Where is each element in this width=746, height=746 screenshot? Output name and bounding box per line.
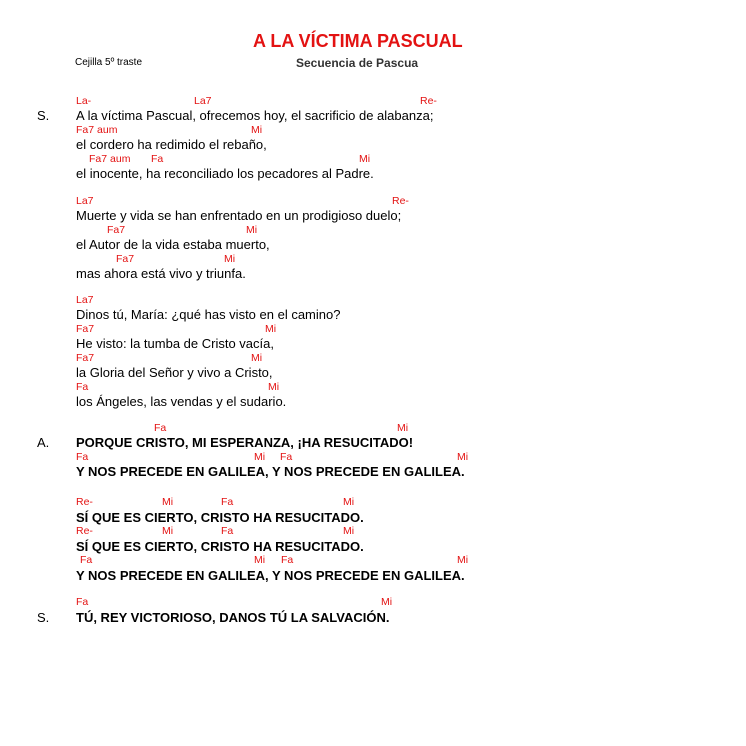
lyric-line: Y NOS PRECEDE EN GALILEA, Y NOS PRECEDE EN GALILEA. [76, 464, 465, 479]
chord: Mi [268, 381, 280, 393]
section-marker: A. [37, 435, 50, 450]
chord: Fa [221, 496, 234, 508]
page-title: A LA VÍCTIMA PASCUAL [253, 31, 463, 51]
chord: Mi [162, 525, 174, 537]
chord: La7 [76, 195, 94, 207]
lyric-line: la Gloria del Señor y vivo a Cristo, [76, 365, 273, 380]
chord: Mi [251, 352, 263, 364]
lyric-line: A la víctima Pascual, ofrecemos hoy, el sacrificio de alabanza; [76, 108, 434, 123]
chord: Fa7 [76, 323, 95, 335]
lyric-line: Y NOS PRECEDE EN GALILEA, Y NOS PRECEDE EN GALILEA. [76, 568, 465, 583]
chord: Mi [343, 496, 355, 508]
chord: Mi [224, 253, 236, 265]
chord: La7 [76, 294, 94, 306]
chord: Fa [281, 554, 294, 566]
lyric-line: Dinos tú, María: ¿qué has visto en el camino? [76, 307, 341, 322]
lyric-line: Muerte y vida se han enfrentado en un prodigioso duelo; [76, 208, 402, 223]
chord: Fa [151, 153, 164, 165]
chord: Fa [76, 381, 89, 393]
lyric-line: los Ángeles, las vendas y el sudario. [76, 394, 287, 409]
chord: Fa [76, 596, 89, 608]
chord: Mi [246, 224, 258, 236]
chord: Fa [154, 422, 167, 434]
lyric-line: el inocente, ha reconciliado los pecadores al Padre. [76, 166, 374, 181]
chord: Mi [251, 124, 263, 136]
lyric-line: He visto: la tumba de Cristo vacía, [76, 336, 274, 351]
chord: Mi [457, 554, 469, 566]
lyric-line: PORQUE CRISTO, MI ESPERANZA, ¡HA RESUCITADO! [76, 435, 414, 450]
lyric-line: SÍ QUE ES CIERTO, CRISTO HA RESUCITADO. [76, 510, 364, 525]
chord: La- [76, 95, 92, 107]
chord: Mi [254, 554, 266, 566]
chord: Mi [397, 422, 409, 434]
chord: Fa [221, 525, 234, 537]
chord: Fa7 [116, 253, 135, 265]
chord: Fa7 [76, 352, 95, 364]
chord: La7 [194, 95, 212, 107]
chord: Fa [280, 451, 293, 463]
chord: Mi [162, 496, 174, 508]
chord: Mi [457, 451, 469, 463]
lyric-line: el Autor de la vida estaba muerto, [76, 237, 270, 252]
capo-note: Cejilla 5º traste [75, 57, 143, 68]
chord: Fa [76, 451, 89, 463]
chord: Fa7 aum [89, 153, 131, 165]
chord: Mi [343, 525, 355, 537]
chord: Fa [80, 554, 93, 566]
chord: Mi [254, 451, 266, 463]
chord: Re- [392, 195, 409, 207]
chord: Fa7 [107, 224, 126, 236]
lyric-line: SÍ QUE ES CIERTO, CRISTO HA RESUCITADO. [76, 539, 364, 554]
section-marker: S. [37, 610, 50, 625]
chord: Re- [76, 525, 93, 537]
lyric-line: mas ahora está vivo y triunfa. [76, 266, 246, 281]
lyric-line: TÚ, REY VICTORIOSO, DANOS TÚ LA SALVACIÓN. [76, 610, 390, 625]
section-marker: S. [37, 108, 50, 123]
chord: Fa7 aum [76, 124, 118, 136]
chord: Mi [265, 323, 277, 335]
lyric-line: el cordero ha redimido el rebaño, [76, 137, 267, 152]
chord: Re- [76, 496, 93, 508]
page-subtitle: Secuencia de Pascua [296, 56, 419, 70]
chord: Mi [381, 596, 393, 608]
chord: Re- [420, 95, 437, 107]
chord: Mi [359, 153, 371, 165]
